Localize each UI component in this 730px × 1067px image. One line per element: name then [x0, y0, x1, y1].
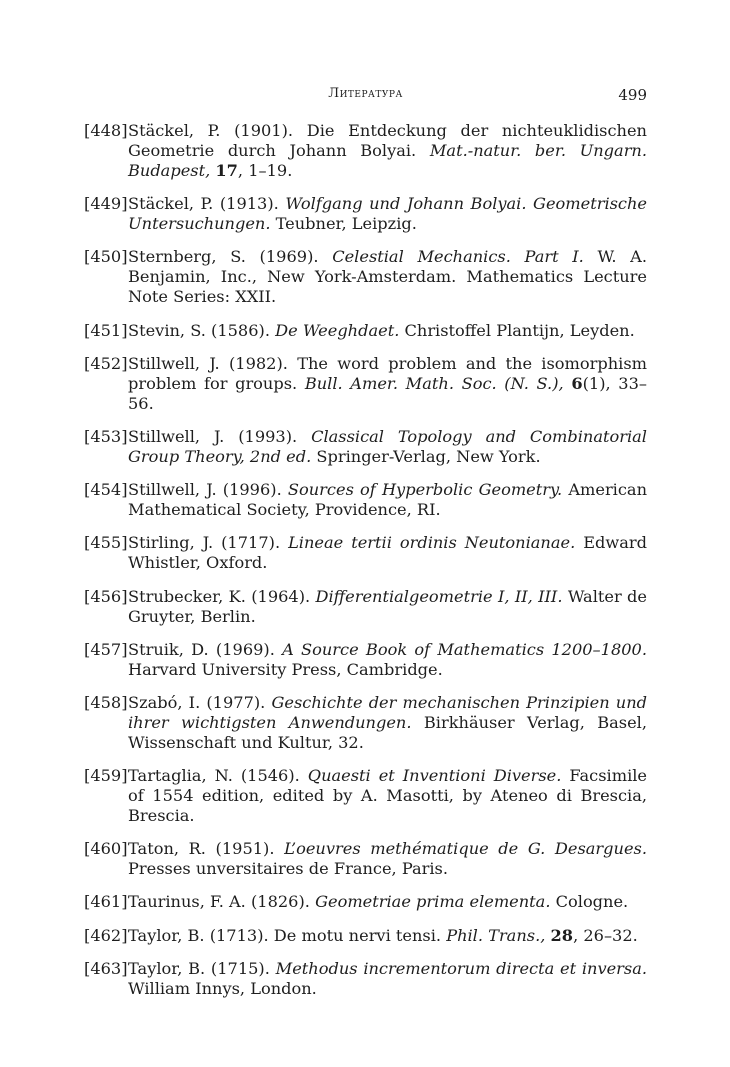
- reference-title: Methodus incrementorum directa et inversa.: [275, 958, 648, 978]
- reference-list: [84, 121, 647, 1012]
- reference-entry: [84, 194, 647, 234]
- page-header: [84, 86, 647, 106]
- reference-text-part: Stäckel, P. (1913).: [128, 194, 286, 214]
- reference-title: Mat.-natur. ber. Ungarn. Budapest,: [128, 141, 648, 180]
- reference-text-part: Harvard University Press, Cambridge.: [128, 659, 443, 679]
- reference-entry: [84, 959, 647, 999]
- reference-number: [449]: [84, 194, 128, 214]
- reference-number: [460]: [84, 839, 128, 859]
- reference-text-part: Strubecker, K. (1964).: [128, 586, 316, 606]
- reference-text-part: William Innys, London.: [128, 978, 317, 998]
- reference-text: [128, 194, 647, 233]
- reference-text-part: Taurinus, F. A. (1826).: [128, 892, 316, 912]
- reference-number: [462]: [84, 925, 128, 945]
- reference-text-part: Sternberg, S. (1969).: [128, 247, 333, 267]
- reference-entry: [84, 892, 647, 912]
- reference-text-part: Springer-Verlag, New York.: [311, 446, 541, 466]
- reference-title: Geschichte der mechanischen Prinzipien und ihrer wichtigsten Anwendungen.: [128, 692, 647, 732]
- reference-entry: [84, 640, 647, 680]
- reference-entry: [84, 480, 647, 520]
- reference-text: [128, 480, 647, 519]
- reference-text: [128, 839, 647, 878]
- reference-text-part: Stirling, J. (1717).: [128, 533, 289, 553]
- reference-number: [463]: [84, 958, 128, 978]
- reference-entry: [84, 427, 647, 467]
- reference-text-part: Stevin, S. (1586).: [128, 320, 276, 340]
- reference-text-part: Presses unversitaires de France, Paris.: [128, 859, 449, 879]
- reference-text-part: Stäckel, P. (1901). Die Entdeckung der nichteuklidischen Geometrie durch Johann Bolyai.: [128, 121, 647, 160]
- reference-number: [457]: [84, 639, 128, 659]
- reference-entry: [84, 587, 647, 627]
- reference-title: Sources of Hyperbolic Geometry.: [287, 480, 563, 500]
- reference-entry: [84, 926, 647, 946]
- reference-title: Lineae tertii ordinis Neutonianae.: [288, 533, 576, 553]
- reference-number: [456]: [84, 586, 128, 606]
- reference-text-part: Birkhäuser Verlag, Basel, Wissenschaft und Kultur, 32.: [128, 712, 648, 752]
- reference-text-part: Christoffel Plantijn, Leyden.: [399, 320, 635, 340]
- reference-text-part: Taylor, B. (1713). De motu nervi tensi.: [128, 925, 447, 945]
- reference-number: [454]: [84, 480, 128, 500]
- reference-text: [128, 427, 647, 466]
- reference-text-part: Tartaglia, N. (1546).: [128, 766, 308, 786]
- reference-number: [453]: [84, 426, 128, 446]
- reference-text-part: Szabó, I. (1977).: [128, 692, 272, 712]
- reference-text-part: Stillwell, J. (1996).: [128, 480, 288, 500]
- reference-entry: [84, 247, 647, 307]
- reference-text-part: , 26–32.: [573, 925, 638, 945]
- reference-text: [128, 247, 647, 306]
- reference-entry: [84, 766, 647, 826]
- reference-number: [455]: [84, 533, 128, 553]
- reference-text-part: Stillwell, J. (1993).: [128, 426, 312, 446]
- reference-entry: [84, 321, 647, 341]
- reference-text: [128, 587, 647, 626]
- reference-title: Phil. Trans.,: [446, 925, 546, 945]
- reference-title: L’oeuvres methématique de G. Desargues.: [284, 839, 647, 859]
- reference-volume: 28: [550, 925, 574, 945]
- reference-text: [128, 693, 647, 752]
- reference-entry: [84, 354, 647, 414]
- reference-text-part: Edward Whistler, Oxford.: [128, 533, 647, 573]
- reference-entry: [84, 839, 647, 879]
- reference-text: [128, 321, 635, 340]
- reference-text-part: Struik, D. (1969).: [128, 639, 283, 659]
- reference-text: [128, 121, 647, 180]
- reference-text-part: Taton, R. (1951).: [128, 839, 285, 859]
- reference-volume: 17: [215, 161, 238, 180]
- reference-title: Geometriae prima elementa.: [315, 892, 551, 912]
- reference-text: [128, 766, 647, 825]
- reference-text-part: Facsimile of 1554 edition, edited by A. Masotti, by Ateneo di Brescia, Brescia.: [128, 766, 648, 826]
- running-title: Литература: [328, 86, 403, 101]
- reference-text: [128, 926, 638, 945]
- reference-title: Bull. Amer. Math. Soc. (N. S.),: [304, 373, 564, 393]
- reference-title: Differentialgeometrie I, II, III.: [315, 586, 563, 606]
- reference-title: Celestial Mechanics. Part I.: [332, 247, 584, 267]
- reference-title: A Source Book of Mathematics 1200–1800.: [282, 639, 647, 659]
- reference-title: Wolfgang und Johann Bolyai. Geometrische Untersuchungen.: [128, 194, 648, 234]
- reference-number: [451]: [84, 320, 128, 340]
- reference-text-part: Stillwell, J. (1982). The word problem and the isomorphism problem for groups.: [128, 353, 647, 393]
- reference-number: [450]: [84, 247, 128, 267]
- reference-title: Classical Topology and Combinatorial Group Theory, 2nd ed.: [128, 426, 647, 466]
- reference-text-part: Teubner, Leipzig.: [270, 214, 417, 234]
- reference-text-part: (1), 33–56.: [128, 373, 647, 413]
- reference-text: [128, 533, 647, 572]
- reference-number: [458]: [84, 692, 128, 712]
- reference-number: [459]: [84, 766, 128, 786]
- reference-text: [128, 354, 647, 413]
- reference-number: [448]: [84, 121, 128, 140]
- reference-title: Quaesti et Inventioni Diverse.: [307, 766, 562, 786]
- reference-text-part: American Mathematical Society, Providence, RI.: [128, 480, 647, 520]
- reference-entry: [84, 121, 647, 181]
- reference-text-part: W. A. Benjamin, Inc., New York-Amsterdam. Mathematics Lecture Note Series: XXII.: [128, 247, 647, 307]
- reference-number: [461]: [84, 892, 128, 912]
- reference-text-part: Walter de Gruyter, Berlin.: [128, 586, 647, 626]
- reference-text: [128, 640, 647, 679]
- reference-title: De Weeghdaet.: [275, 320, 400, 340]
- reference-volume: 6: [571, 373, 583, 393]
- reference-text: [128, 892, 628, 911]
- reference-text-part: , 1–19.: [237, 161, 293, 180]
- reference-number: [452]: [84, 353, 128, 373]
- reference-entry: [84, 693, 647, 753]
- reference-text-part: Taylor, B. (1715).: [128, 958, 276, 978]
- reference-text-part: Cologne.: [550, 892, 629, 912]
- page-number: 499: [618, 86, 647, 104]
- reference-entry: [84, 533, 647, 573]
- reference-text: [128, 959, 647, 998]
